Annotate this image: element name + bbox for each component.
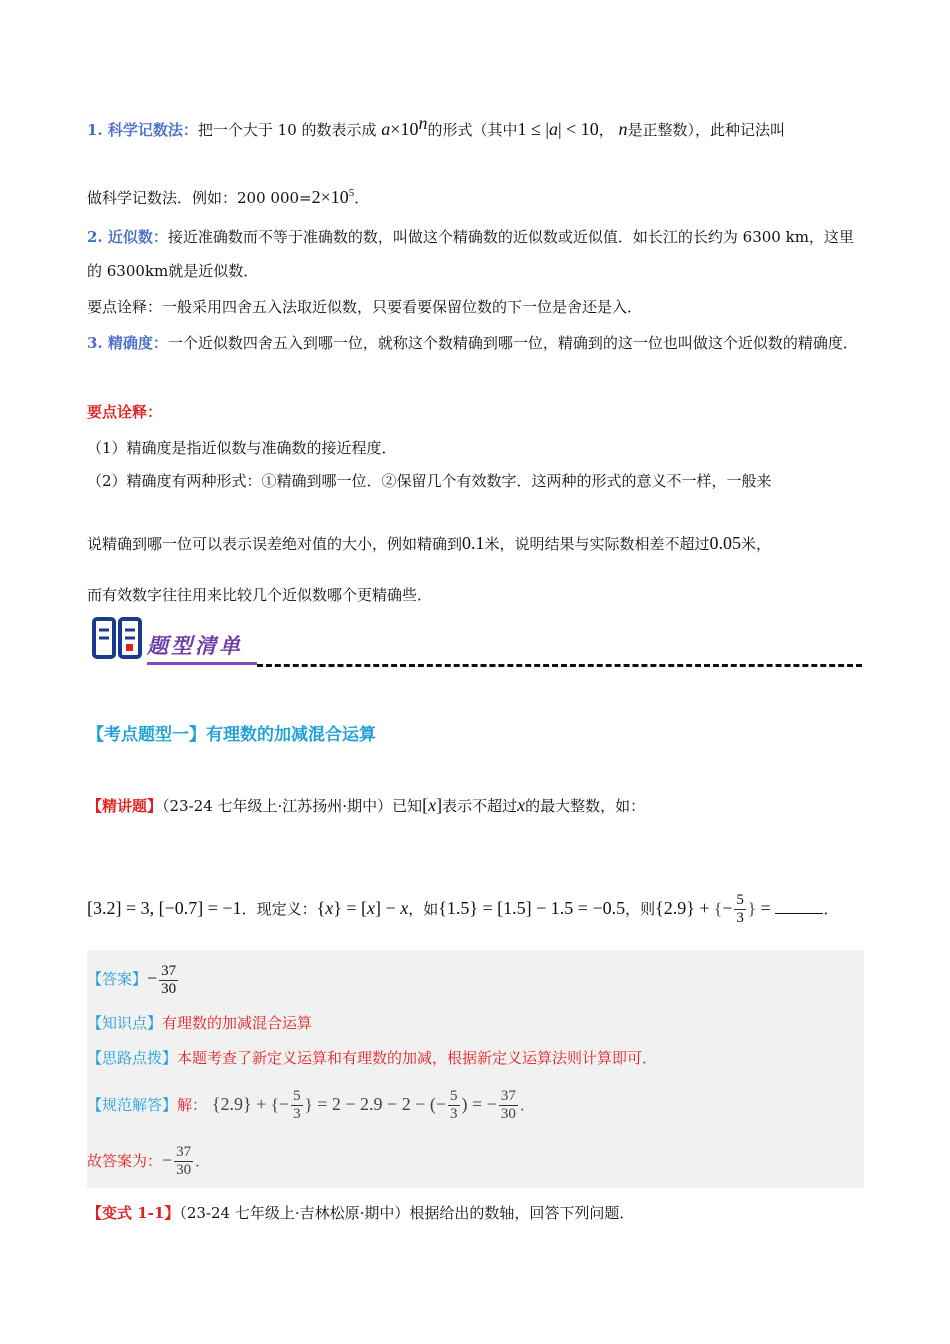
section-title: 【考点题型一】有理数的加减混合运算: [87, 725, 376, 745]
knowledge-text: 有理数的加减混合运算: [162, 1014, 313, 1032]
floor-examples: [3.2] = 3, [−0.7] = −1: [87, 898, 242, 918]
question-list-banner: [87, 612, 862, 672]
p2-text: 接近准确数而不等于准确数的数，叫做这个精确数的近似数或近似值．如长江的长约为 6300 km，这里的 6300km就是近似数．: [87, 228, 854, 280]
problem-statement: 【精讲题】（23-24 七年级上·江苏扬州·期中）已知[x]表示不超过x的最大整数，如：: [87, 795, 646, 815]
knowledge-tag: 【知识点】: [87, 1014, 163, 1032]
formula-a-times-10n: a: [381, 119, 391, 139]
approximate-number-note: 要点诠释：一般采用四舍五入法取近似数，只要看要保留位数的下一位是舍还是入．: [87, 298, 643, 316]
p3-text: 一个近似数四舍五入到哪一位，就称这个数精确到哪一位，精确到的这一位也叫做这个近似数的精确度．: [167, 334, 858, 352]
idea-line: [87, 1043, 867, 1073]
p2-label: 2. 近似数：: [87, 228, 168, 246]
p1-line2-a: 做科学记数法．例如：200 000=: [87, 189, 312, 207]
problem-tag: 【精讲题】: [87, 797, 163, 815]
formula-range: 1 ≤ |a| < 10: [517, 119, 599, 139]
p1-text-a: 把一个大于 10 的数表示成: [197, 121, 377, 139]
banner-dash-line: [257, 664, 862, 667]
p1-text-c: ，: [598, 121, 614, 139]
banner-title: 题型清单: [147, 633, 243, 658]
approximate-number-definition: [87, 220, 867, 288]
problem-expression: {2.9} + {− $\frac{5}{3}$ } =: [655, 892, 771, 927]
variant-text: （23-24 七年级上·吉林松原·期中）根据给出的数轴，回答下列问题．: [179, 1204, 635, 1222]
variant-line: [87, 1198, 867, 1228]
solution-line: 【规范解答】解： {2.9} + {− $\frac{5}{3}$ } = 2 − 2.9 − 2 − (− $\frac{5}{3}$ ) = − $\frac{37}{30}$ ．: [87, 1088, 535, 1123]
answer-tag: 【答案】: [87, 970, 148, 988]
idea-tag: 【思路点拨】: [87, 1049, 178, 1067]
p1-text-d: 是正整数），此种记法叫: [627, 121, 786, 139]
idea-text: 本题考查了新定义运算和有理数的加减，根据新定义运算法则计算即可．: [177, 1049, 658, 1067]
notes-heading: 要点诠释：: [87, 403, 163, 421]
book-icon: [91, 616, 143, 662]
p3-label: 3. 精确度：: [87, 334, 168, 352]
precision-value-1: 0.1: [462, 533, 485, 553]
precision-value-2: 0.05: [709, 533, 742, 553]
answer-fraction: $\frac{37}{30}$: [161, 962, 177, 997]
precision-definition: [87, 326, 867, 360]
answer-line: 【答案】− $\frac{37}{30}$: [87, 962, 177, 997]
solution-tag: 【规范解答】: [87, 1096, 178, 1114]
final-answer-line: 故答案为：− $\frac{37}{30}$ ．: [87, 1144, 211, 1179]
variant-tag: 【变式 1-1】: [87, 1204, 180, 1222]
banner-underline: [147, 662, 257, 665]
scientific-notation-definition: 1. 科学记数法：把一个大于 10 的数表示成 $a\times 10^n$的形式（其中1 ≤ |a| < 10， n是正整数），此种记法叫: [87, 113, 786, 139]
scientific-notation-example: 做科学记数法．例如：200 $000=2\times 10^5$．: [87, 187, 370, 207]
notes-item-2-continued: 说精确到哪一位可以表示误差绝对值的大小，例如精确到0.1米，说明结果与实际数相差不超过0.05米，: [87, 533, 772, 553]
final-answer-label: 故答案为：: [87, 1152, 163, 1170]
floor-x: [x]: [422, 795, 443, 815]
knowledge-line: [87, 1008, 867, 1038]
solution-expression: {2.9} + {− $\frac{5}{3}$ } = 2 − 2.9 − 2 − (− $\frac{5}{3}$ ) = − $\frac{37}{30}$: [211, 1088, 516, 1123]
notes-item-2: （2）精确度有两种形式：①精确到哪一位．②保留几个有效数字．这两种的形式的意义不一样，一般来: [87, 472, 772, 490]
frac-part-definition: {x} = [x] − x: [316, 898, 409, 918]
formula-example: $2\times 10^5$: [311, 187, 355, 207]
notes-item-2-end: 而有效数字往往用来比较几个近似数哪个更精确些．: [87, 586, 433, 604]
answer-blank[interactable]: [775, 897, 823, 914]
p1-text-b: 的形式（其中: [427, 121, 518, 139]
notes-item-1: （1）精确度是指近似数与准确数的接近程度．: [87, 439, 397, 457]
p1-label: 1. 科学记数法：: [87, 121, 198, 139]
problem-definition: [3.2] = 3, [−0.7] = −1．现定义：{x} = [x] − x，如{1.5} = [1.5] − 1.5 = −0.5，则{2.9} + {− $\frac{5}{3}$ } = ．: [87, 892, 839, 927]
frac-part-example: {1.5} = [1.5] − 1.5 = −0.5: [438, 898, 626, 918]
